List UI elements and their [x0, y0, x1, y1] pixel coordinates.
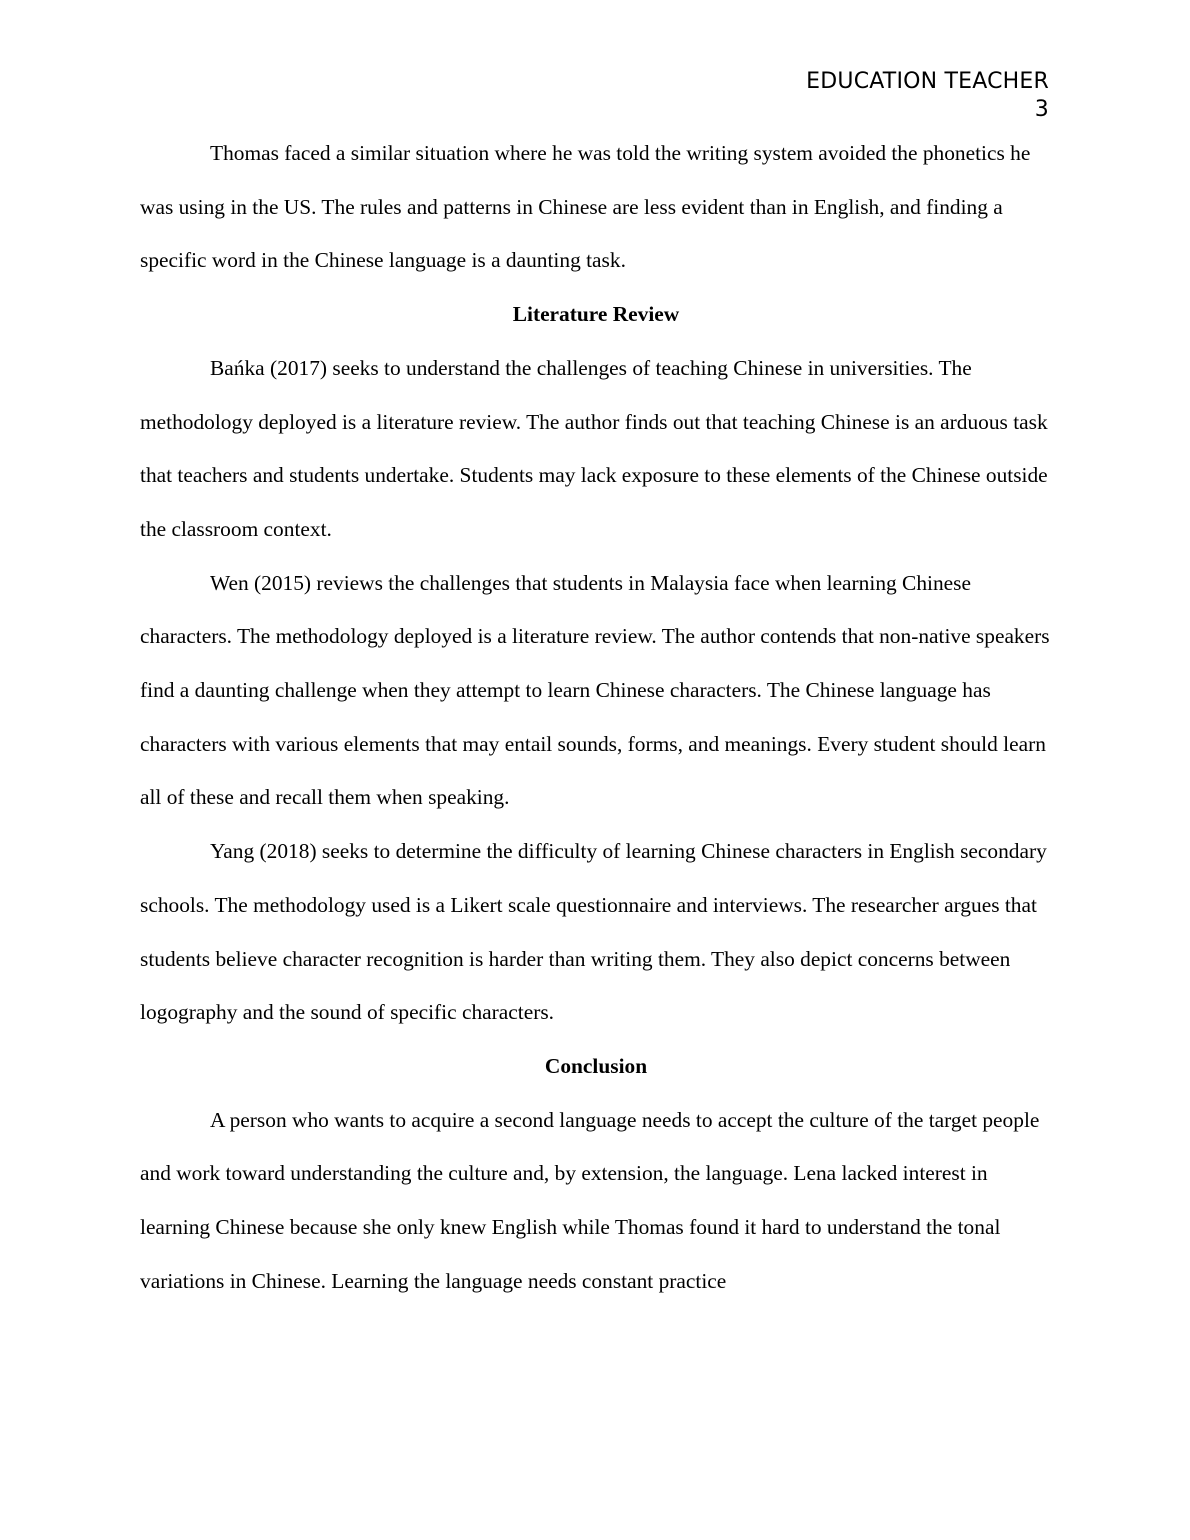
- page-number: 3: [1034, 97, 1049, 122]
- body-paragraph: Yang (2018) seeks to determine the difficulty of learning Chinese characters in English secondary schools. The methodology used is a Likert scale questionnaire and interviews. The researcher argues that students believe character recognition is harder than writing them. They also depict concerns between logography and the sound of specific characters.: [140, 839, 1047, 1025]
- running-head-title: EDUCATION TEACHER: [806, 69, 1049, 94]
- section-heading-conclusion: Conclusion: [544, 1053, 648, 1078]
- body-paragraph: A person who wants to acquire a second language needs to accept the culture of the target people and work toward understanding the culture and, by extension, the language. Lena lacked interest in learning Chinese because she only knew English while Thomas found it hard to understand the tonal variations in Chinese. Learning the language needs constant practice: [140, 1107, 1040, 1293]
- page-header: [806, 68, 1049, 124]
- document-body: [140, 127, 1052, 1308]
- section-heading-literature-review: Literature Review: [512, 302, 680, 327]
- body-paragraph: Bańka (2017) seeks to understand the challenges of teaching Chinese in universities. The methodology deployed is a literature review. The author finds out that teaching Chinese is an arduous task that teachers and students undertake. Students may lack exposure to these elements of the Chinese outside the classroom context.: [140, 355, 1048, 541]
- body-paragraph: Wen (2015) reviews the challenges that students in Malaysia face when learning Chinese characters. The methodology deployed is a literature review. The author contends that non-native speakers find a daunting challenge when they attempt to learn Chinese characters. The Chinese language has characters with various elements that may entail sounds, forms, and meanings. Every student should learn all of these and recall them when speaking.: [140, 570, 1050, 810]
- body-paragraph: Thomas faced a similar situation where he was told the writing system avoided the phonetics he was using in the US. The rules and patterns in Chinese are less evident than in English, and finding a specific word in the Chinese language is a daunting task.: [140, 141, 1031, 273]
